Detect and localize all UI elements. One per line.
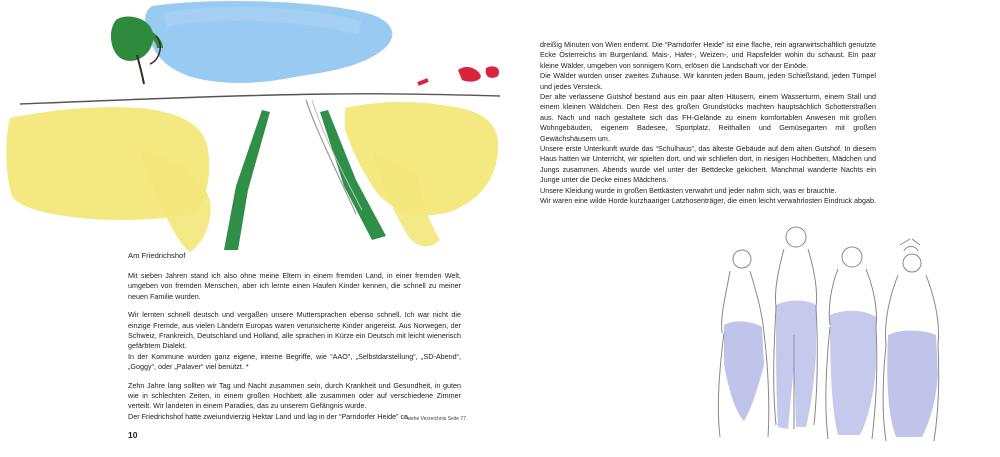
paragraph: Mit sieben Jahren stand ich also ohne meine Eltern in einem fremden Land, in einer fremden Welt, umgeben von fremden Menschen, aber ich lernte einen Haufen Kinder kennen, die schnell zu meiner neuen Familie wurden.	[128, 271, 461, 301]
page-number: 10	[128, 430, 138, 440]
paragraph: Die Wälder wurden unser zweites Zuhause. Wir kannten jeden Baum, jeden Schießstand, jeden Tümpel und jedes Versteck.	[540, 71, 876, 91]
figures-illustration	[690, 215, 990, 455]
paragraph: Wir waren eine wilde Horde kurzhaariger Latzhosenträger, die einen leicht verwahrlosten Eindruck abgab.	[540, 196, 876, 206]
paragraph: Wir lernten schnell deutsch und vergaßen unsere Muttersprachen ebenso schnell. Ich war nicht die einzige Fremde, aus vielen Ländern Europas waren verunsicherte Kinder angereist. Aus Norwegen, der Schweiz, Frankreich, Deutschland und Holland, alle sprachen in Kürze ein Deutsch mit leicht wienerisch gefärbtem Dialekt.	[128, 310, 461, 351]
paragraph: Der alte verlassene Gutshof bestand aus ein paar alten Häusern, einem Wasserturm, einem Stall und einem kleinen Wäldchen. Den Rest des großen Grundstücks machten hauptsächlich Schotterstraßen aus. Nach und nach gestaltete sich das FH-Gelände zu einem komfortablen Anwesen mit großen Wohngebäuden, eigenem Badesee, Sportplatz, Reithallen und Gemüsegarten mit großen Gewächshäusern um.	[540, 92, 876, 143]
paragraph: dreißig Minuten von Wien entfernt. Die “Parndorfer Heide” ist eine flache, rein agrarwirtschaftlich genutzte Ecke Österreichs im Burgenland. Mais-, Hafer-, Weizen-, und Rapsfelder wohin du schaust. Ein paar kleine Wälder, umgeben von sonnigem Korn, erlösen die Landschaft vor der Einöde.	[540, 40, 876, 70]
tree-canopy	[111, 17, 153, 61]
paragraph: Unsere erste Unterkunft wurde das “Schulhaus”, das älteste Gebäude auf dem alten Gutshof. In diesem Haus hatten wir Unterricht, wir spielten dort, und wir schliefen dort, in riesigen Hochbetten, Mädchen und Jungs zusammen. Abends wurde viel unter der Bettdecke gekichert. Manchmal wanderte Nachts ein Junge unter die Decke eines Mädchens.	[540, 144, 876, 185]
road-left-green	[224, 110, 270, 250]
paragraph: Der Friedrichshof hatte zweiundvierzig Hektar Land und lag in der “Parndorfer Heide” ca.	[128, 411, 411, 421]
paragraph: Zehn Jahre lang sollten wir Tag und Nacht zusammen sein, durch Krankheit und Gesundheit, in guten wie in schlechten Zeiten, in einem großen Hochbett alle zusammen oder auf verschiedene Zimmer verteilt. Wir landeten in einem Paradies, das zu unserem Gefängnis wurde.	[128, 380, 461, 411]
caption-am-friedrichshof: Am Friedrichshof	[128, 251, 186, 260]
paragraph: Unsere Kleidung wurde in großen Bettkästen verwahrt und jeder nahm sich, was er brauchte.	[540, 185, 837, 195]
red-flowers	[458, 67, 481, 82]
footnote: * siehe Verzeichnis Seite 77	[404, 416, 466, 422]
horizon-line	[20, 94, 500, 104]
landscape-illustration	[0, 0, 505, 260]
left-page-text	[128, 251, 461, 422]
tree-trunk	[137, 55, 144, 84]
right-page-text	[540, 40, 876, 207]
paragraph: In der Kommune wurden ganz eigene, interne Begriffe, wie “AAO”, „Selbstdarstellung“, „SD-Abend“, „Goggy“, oder „Palaver“ viel benutzt. *	[128, 351, 461, 372]
